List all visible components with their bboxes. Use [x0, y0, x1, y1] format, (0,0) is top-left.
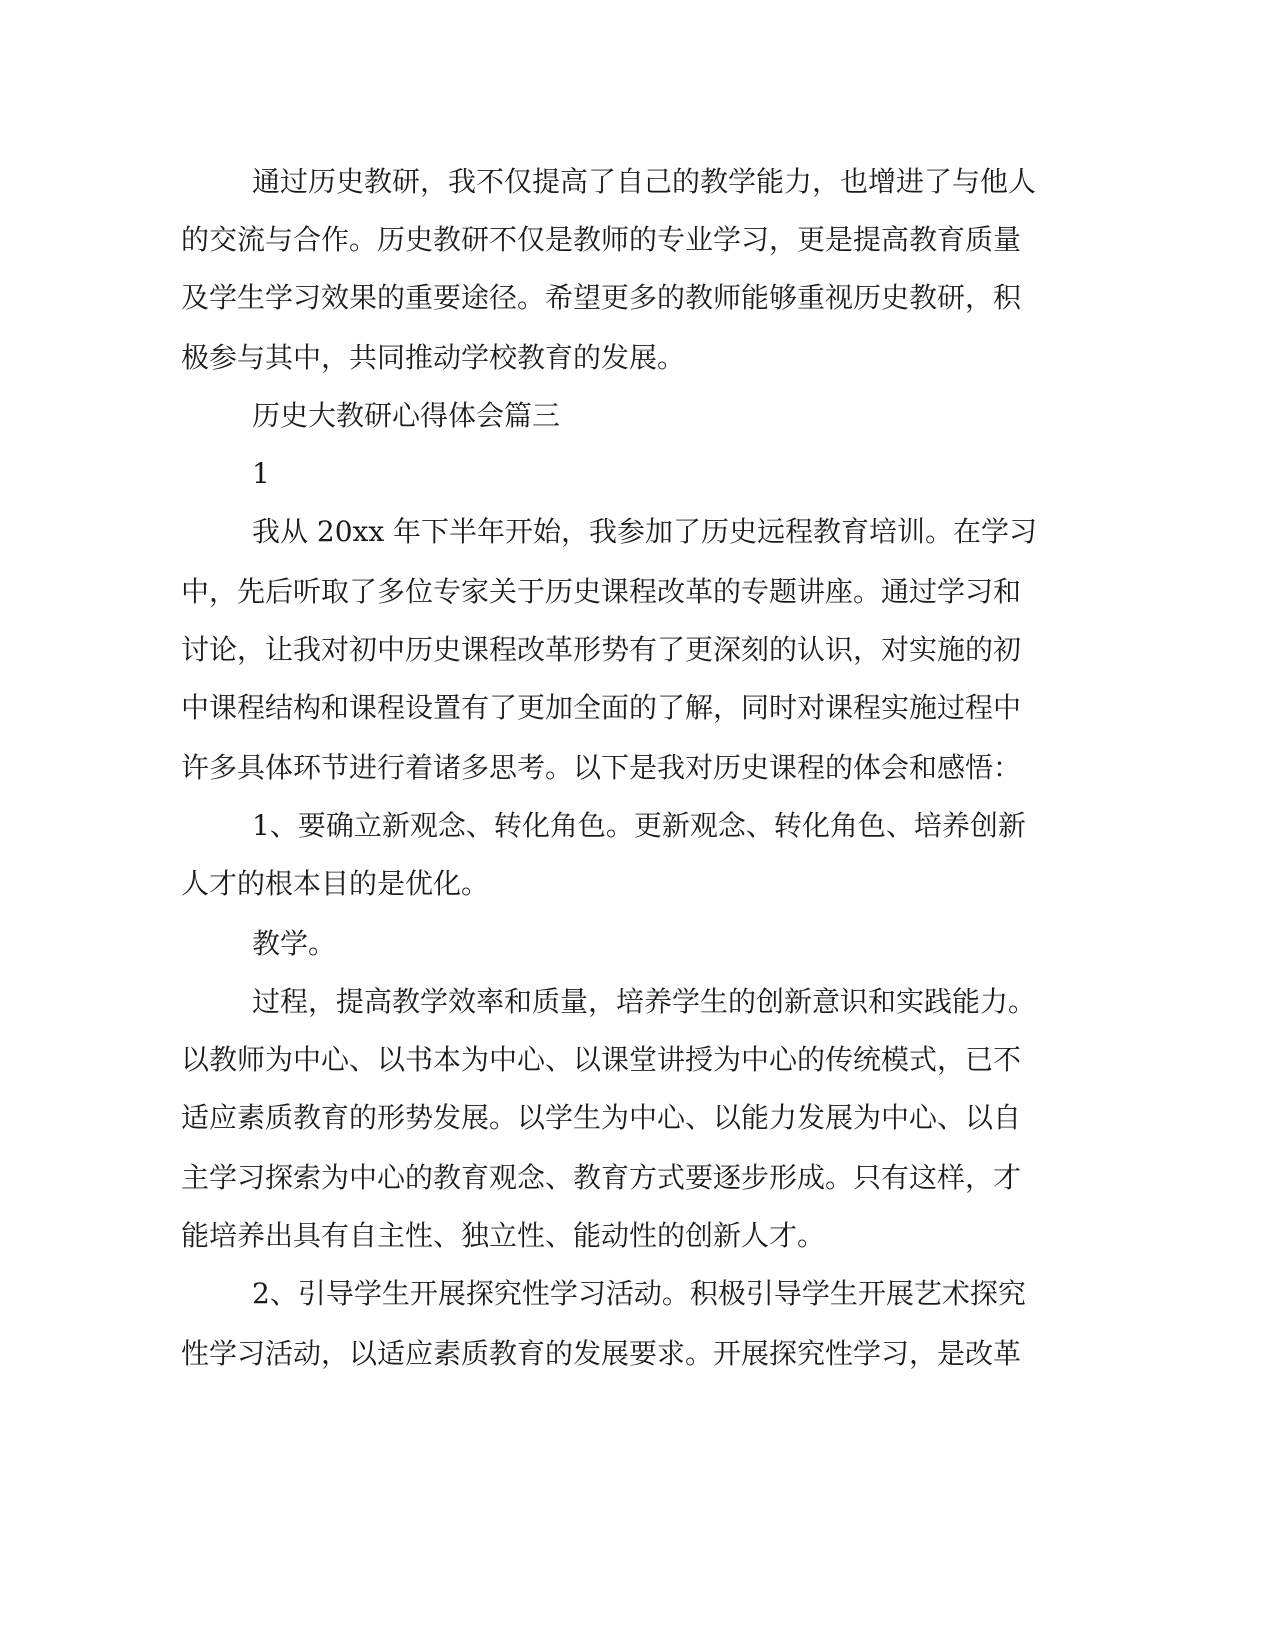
text-line: 的交流与合作。历史教研不仅是教师的专业学习，更是提高教育质量: [181, 223, 1022, 256]
text-line: 以教师为中心、以书本为中心、以课堂讲授为中心的传统模式，已不: [181, 1043, 1022, 1076]
text-line: 中，先后听取了多位专家关于历史课程改革的专题讲座。通过学习和: [181, 575, 1022, 608]
text-line: 许多具体环节进行着诸多思考。以下是我对历史课程的体会和感悟：: [181, 751, 1022, 784]
text-line: 性学习活动，以适应素质教育的发展要求。开展探究性学习，是改革: [181, 1337, 1022, 1370]
section-heading: 历史大教研心得体会篇三: [252, 399, 561, 432]
text-line: 2、引导学生开展探究性学习活动。积极引导学生开展艺术探究: [252, 1277, 1026, 1310]
text-line: 能培养出具有自主性、独立性、能动性的创新人才。: [181, 1219, 826, 1252]
text-line: 通过历史教研，我不仅提高了自己的教学能力，也增进了与他人: [252, 165, 1037, 198]
text-line: 及学生学习效果的重要途径。希望更多的教师能够重视历史教研，积: [181, 281, 1022, 314]
text-line: 过程，提高教学效率和质量，培养学生的创新意识和实践能力。: [252, 985, 1037, 1018]
text-line: 主学习探索为中心的教育观念、教育方式要逐步形成。只有这样，才: [181, 1161, 1022, 1194]
section-number: 1: [252, 457, 270, 490]
text-line: 1、要确立新观念、转化角色。更新观念、转化角色、培养创新: [252, 809, 1026, 842]
text-line: 中课程结构和课程设置有了更加全面的了解，同时对课程实施过程中: [181, 691, 1022, 724]
text-line: 极参与其中，共同推动学校教育的发展。: [181, 341, 686, 374]
text-line: 我从 20xx 年下半年开始，我参加了历史远程教育培训。在学习: [252, 515, 1038, 548]
text-line: 人才的根本目的是优化。: [181, 867, 490, 900]
text-line: 适应素质教育的形势发展。以学生为中心、以能力发展为中心、以自: [181, 1101, 1022, 1134]
text-line: 教学。: [252, 927, 337, 960]
text-line: 讨论，让我对初中历史课程改革形势有了更深刻的认识，对实施的初: [181, 633, 1022, 666]
